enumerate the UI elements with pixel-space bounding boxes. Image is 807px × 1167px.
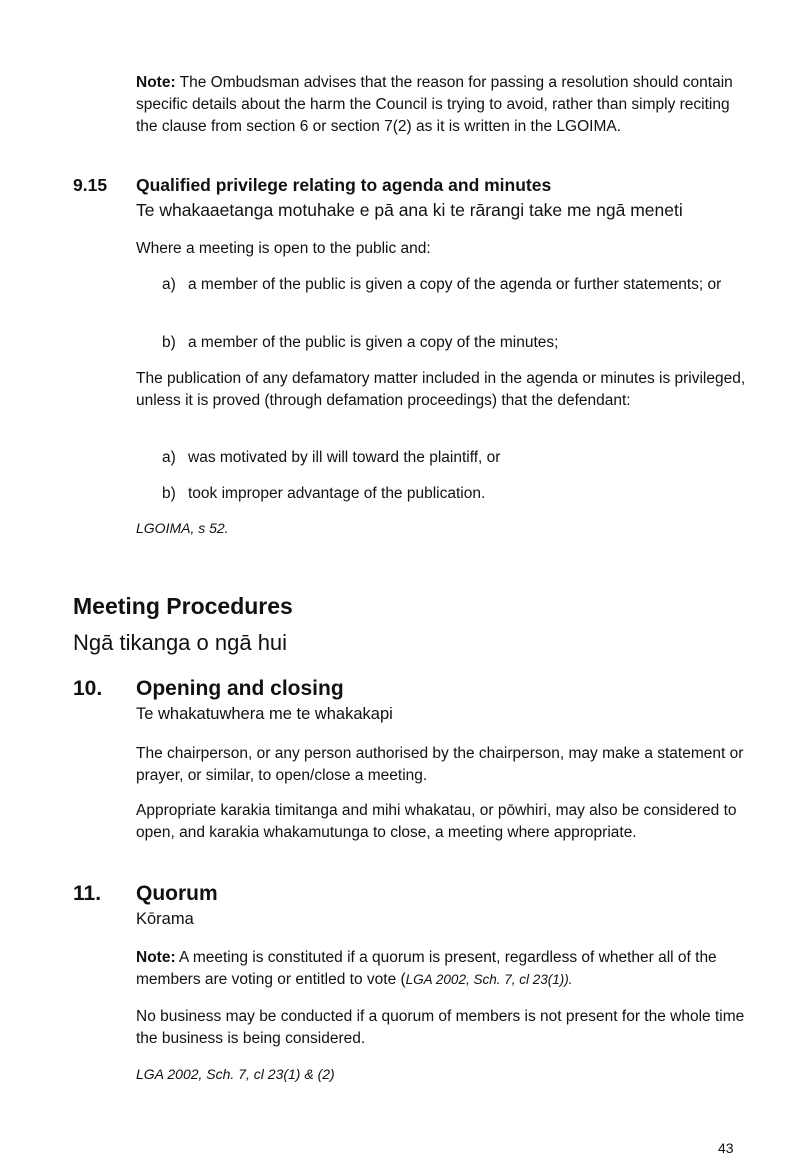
section-10-paragraph-1: The chairperson, or any person authorised by the chairperson, may make a statement or prayer, or similar, to open/close a meeting.: [136, 745, 744, 784]
section-9-15-reference: LGOIMA, s 52.: [136, 520, 229, 536]
list-item: took improper advantage of the publication.: [188, 485, 486, 502]
list-item-label: b): [162, 485, 176, 502]
section-number-10: 10.: [73, 677, 103, 700]
note-text: A meeting is constituted if a quorum is present, regardless of whether all of the members are voting or entitled to vote (: [136, 949, 717, 988]
meeting-procedures-heading: Meeting Procedures: [73, 593, 293, 619]
list-item: a member of the public is given a copy of the agenda or further statements; or: [188, 276, 722, 293]
list-item-label: b): [162, 334, 176, 351]
section-9-15-intro: Where a meeting is open to the public and:: [136, 240, 431, 257]
section-10-paragraph-2: Appropriate karakia timitanga and mihi whakatau, or pōwhiri, may also be considered to open, and karakia whakamutunga to close, a meeting where appropriate.: [136, 802, 737, 841]
section-number-11: 11.: [73, 882, 102, 905]
list-item-label: a): [162, 276, 176, 293]
ombudsman-note: [136, 72, 746, 138]
note-label: Note:: [136, 74, 176, 91]
section-9-15-subtitle: Te whakaaetanga motuhake e pā ana ki te rārangi take me ngā meneti: [136, 200, 683, 220]
section-10-subtitle: Te whakatuwhera me te whakakapi: [136, 705, 393, 723]
section-11-note: [136, 947, 746, 991]
section-11-title: Quorum: [136, 882, 218, 905]
section-9-15-paragraph: The publication of any defamatory matter included in the agenda or minutes is privileged, unless it is proved (through defamation proceedings) that the defendant:: [136, 370, 746, 409]
list-item: was motivated by ill will toward the plaintiff, or: [188, 449, 501, 466]
list-item: a member of the public is given a copy of the minutes;: [188, 334, 559, 351]
section-number-9-15: 9.15: [73, 175, 108, 195]
list-item-label: a): [162, 449, 176, 466]
page-number: 43: [718, 1140, 734, 1156]
note-reference: LGA 2002, Sch. 7, cl 23(1)).: [405, 972, 573, 987]
section-11-paragraph: No business may be conducted if a quorum of members is not present for the whole time the business is being considered.: [136, 1008, 745, 1047]
section-9-15-title: Qualified privilege relating to agenda and minutes: [136, 175, 552, 195]
section-10-title: Opening and closing: [136, 677, 344, 700]
section-11-subtitle: Kōrama: [136, 910, 194, 928]
section-11-reference: LGA 2002, Sch. 7, cl 23(1) & (2): [136, 1066, 335, 1082]
note-text: The Ombudsman advises that the reason for passing a resolution should contain specific details about the harm the Council is trying to avoid, rather than simply reciting the clause from section 6 or section 7(2) as it is written in the LGOIMA.: [136, 74, 733, 135]
note-label: Note:: [136, 949, 176, 966]
meeting-procedures-subheading: Ngā tikanga o ngā hui: [73, 630, 288, 655]
